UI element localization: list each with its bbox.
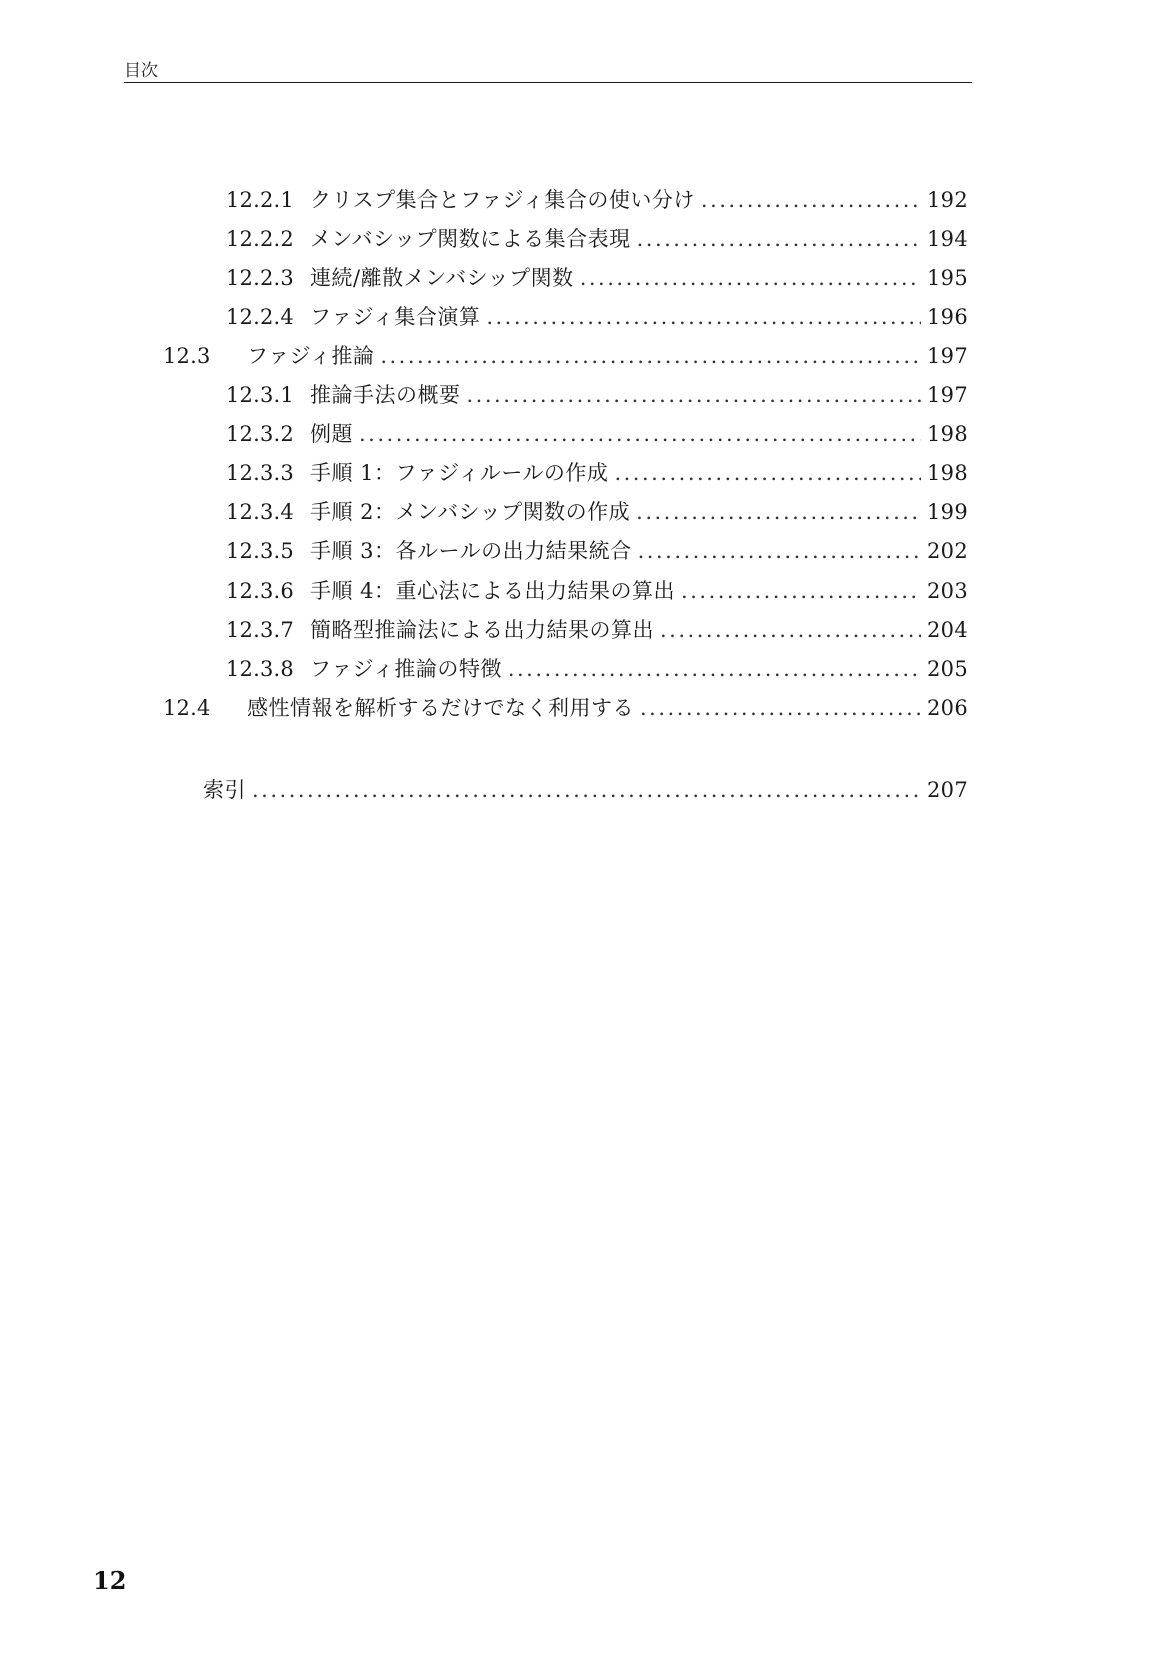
toc-entry-title: 簡略型推論法による出力結果の算出 xyxy=(310,618,654,642)
toc-entry-title: ファジィ集合演算 xyxy=(310,305,481,329)
toc-section-title: 感性情報を解析するだけでなく利用する xyxy=(247,696,634,720)
toc-entry[interactable] xyxy=(226,497,968,527)
toc-entry[interactable] xyxy=(226,576,968,606)
toc-leader-dots xyxy=(359,419,921,449)
toc-entry-number: 12.3.3 xyxy=(226,461,294,485)
running-head-title: 目次 xyxy=(124,61,158,81)
toc-section-page: 206 xyxy=(927,696,968,720)
toc-section[interactable] xyxy=(163,693,968,723)
toc-entry[interactable] xyxy=(226,654,968,684)
toc-entry-number: 12.2.1 xyxy=(226,188,294,212)
toc-entry-page: 198 xyxy=(927,461,968,485)
toc-leader-dots xyxy=(701,185,921,215)
toc-section[interactable] xyxy=(163,341,968,371)
toc-index-entry[interactable] xyxy=(203,775,968,805)
toc-leader-dots xyxy=(681,576,921,606)
toc-entry-number: 12.3.5 xyxy=(226,539,294,563)
toc-entry-title: 例題 xyxy=(310,422,353,446)
toc-entry-page: 205 xyxy=(927,657,968,681)
toc-entry-page: 204 xyxy=(927,618,968,642)
toc-section-number: 12.4 xyxy=(163,696,211,720)
toc-entry[interactable] xyxy=(226,536,968,566)
toc-entry-page: 192 xyxy=(927,188,968,212)
toc-index-page: 207 xyxy=(927,778,968,802)
toc-leader-dots xyxy=(637,224,921,254)
toc-entry-number: 12.3.2 xyxy=(226,422,294,446)
toc-entry-title: 推論手法の概要 xyxy=(310,383,461,407)
toc-entry-page: 199 xyxy=(927,500,968,524)
toc-leader-dots xyxy=(486,302,921,332)
page-number: 12 xyxy=(93,1566,127,1595)
toc-entry[interactable] xyxy=(226,615,968,645)
toc-entry-title: 連続/離散メンバシップ関数 xyxy=(310,266,574,290)
toc-entry-title: 手順 4：重心法による出力結果の算出 xyxy=(310,579,676,603)
toc-entry-number: 12.3.4 xyxy=(226,500,294,524)
toc-entry-title: 手順 3：各ルールの出力結果統合 xyxy=(310,539,632,563)
toc-entry-title: 手順 2：メンバシップ関数の作成 xyxy=(310,500,631,524)
toc-entry[interactable] xyxy=(226,263,968,293)
toc-entry[interactable] xyxy=(226,224,968,254)
toc-leader-dots xyxy=(638,536,921,566)
toc-leader-dots xyxy=(467,380,922,410)
toc-entry[interactable] xyxy=(226,458,968,488)
toc-entry-number: 12.2.3 xyxy=(226,266,294,290)
toc-leader-dots xyxy=(252,775,921,805)
toc-entry-number: 12.2.4 xyxy=(226,305,294,329)
toc-entry-page: 196 xyxy=(927,305,968,329)
toc-entry-number: 12.3.1 xyxy=(226,383,294,407)
toc-entry[interactable] xyxy=(226,380,968,410)
toc-leader-dots xyxy=(614,458,921,488)
toc-entry[interactable] xyxy=(226,185,968,215)
toc-entry-title: クリスプ集合とファジィ集合の使い分け xyxy=(310,188,695,212)
toc-section-number: 12.3 xyxy=(163,344,211,368)
toc-entry[interactable] xyxy=(226,419,968,449)
toc-entry-page: 202 xyxy=(927,539,968,563)
toc-entry-number: 12.3.7 xyxy=(226,618,294,642)
toc-leader-dots xyxy=(636,497,921,527)
toc-index-title: 索引 xyxy=(203,778,246,802)
toc-entry-number: 12.3.6 xyxy=(226,579,294,603)
running-head xyxy=(124,54,972,83)
toc-entry-title: メンバシップ関数による集合表現 xyxy=(310,227,631,251)
toc-leader-dots xyxy=(380,341,921,371)
toc-section-page: 197 xyxy=(927,344,968,368)
toc-entry-number: 12.2.2 xyxy=(226,227,294,251)
toc-entry-number: 12.3.8 xyxy=(226,657,294,681)
toc-entry[interactable] xyxy=(226,302,968,332)
toc-entry-page: 194 xyxy=(927,227,968,251)
toc-leader-dots xyxy=(640,693,921,723)
toc-entry-page: 197 xyxy=(927,383,968,407)
toc-entry-title: 手順 1：ファジィルールの作成 xyxy=(310,461,609,485)
toc-leader-dots xyxy=(580,263,921,293)
toc-leader-dots xyxy=(660,615,921,645)
toc-entry-page: 198 xyxy=(927,422,968,446)
toc-entry-page: 203 xyxy=(927,579,968,603)
toc-section-title: ファジィ推論 xyxy=(247,344,375,368)
toc-entry-title: ファジィ推論の特徴 xyxy=(310,657,502,681)
toc-entry-page: 195 xyxy=(927,266,968,290)
toc-leader-dots xyxy=(508,654,921,684)
